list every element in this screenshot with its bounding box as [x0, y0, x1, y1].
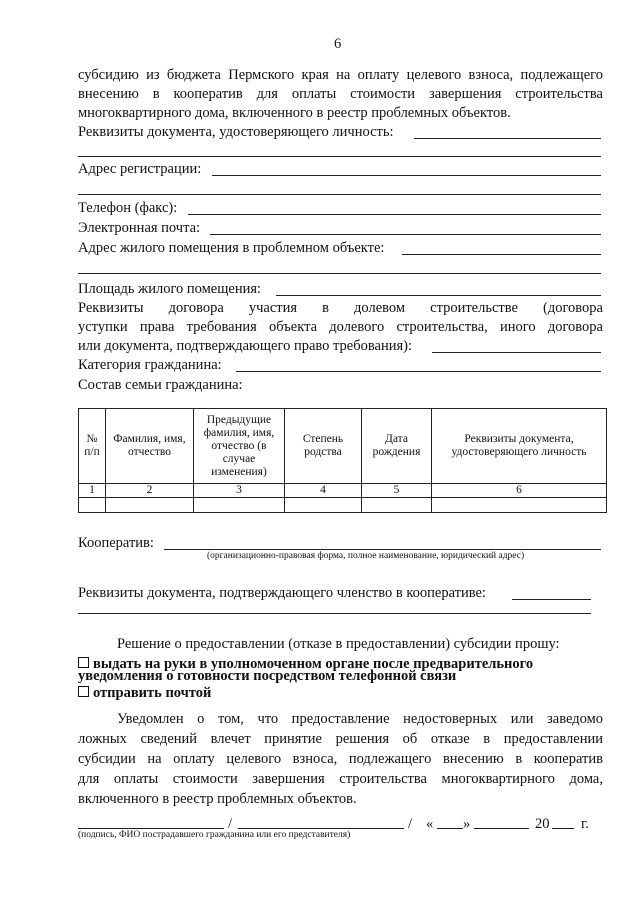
option-mail-label: отправить почтой [93, 685, 212, 701]
contract-line-2: уступки права требования объекта долевого строительства, иного договора [78, 319, 603, 335]
table-col-number: 2 [106, 484, 194, 498]
date-open-quote: « [426, 816, 434, 832]
address-label: Адрес регистрации: [78, 161, 202, 177]
page-number: 6 [334, 36, 342, 52]
membership-field[interactable] [512, 599, 591, 600]
table-number-row [79, 484, 607, 498]
coop-label: Кооператив: [78, 535, 154, 551]
option-hand-delivery-label: выдать на руки в уполномоченном органе после предварительного [93, 656, 534, 672]
id-doc-field-2[interactable] [78, 156, 601, 157]
option-hand-delivery-label-2: уведомления о готовности посредством телефонной связи [78, 668, 457, 684]
intro-line-2: внесению в кооператив для оплаты стоимости завершения строительства [78, 86, 603, 102]
date-year-field[interactable] [552, 828, 574, 829]
table-cell[interactable] [285, 498, 362, 513]
table-cell[interactable] [79, 498, 106, 513]
table-header-previous-name: Предыдущие фамилия, имя, отчество (в случае изменения) [194, 409, 285, 484]
membership-field-2[interactable] [78, 613, 591, 614]
membership-label: Реквизиты документа, подтверждающего членство в кооперативе: [78, 585, 486, 601]
table-cell[interactable] [432, 498, 607, 513]
family-table [78, 408, 607, 513]
decision-intro: Решение о предоставлении (отказе в предоставлении) субсидии прошу: [117, 636, 560, 652]
table-cell[interactable] [106, 498, 194, 513]
email-field[interactable] [210, 234, 601, 235]
phone-label: Телефон (факс): [78, 200, 178, 216]
contract-line-3: или документа, подтверждающего право требования): [78, 338, 412, 354]
contract-line-1: Реквизиты договора участия в долевом строительстве (договора [78, 300, 603, 316]
address-field-2[interactable] [78, 194, 601, 195]
coop-field[interactable] [164, 549, 601, 550]
intro-line-1: субсидию из бюджета Пермского края на оплату целевого взноса, подлежащего [78, 67, 603, 83]
problem-address-field[interactable] [402, 254, 601, 255]
id-doc-field[interactable] [414, 138, 601, 139]
date-month-field[interactable] [474, 828, 529, 829]
date-day-field[interactable] [437, 828, 463, 829]
area-field[interactable] [276, 295, 601, 296]
table-cell[interactable] [194, 498, 285, 513]
table-col-number: 3 [194, 484, 285, 498]
date-year-prefix: 20 [535, 816, 550, 832]
checkbox-icon[interactable] [78, 686, 89, 697]
table-row [79, 498, 607, 513]
table-col-number: 1 [79, 484, 106, 498]
table-cell[interactable] [362, 498, 432, 513]
problem-address-field-2[interactable] [78, 273, 601, 274]
intro-line-3: многоквартирного дома, включенного в реестр проблемных объектов. [78, 105, 511, 121]
table-header-number: № п/п [79, 409, 106, 484]
address-field[interactable] [212, 175, 601, 176]
notice-line-1: Уведомлен о том, что предоставление недостоверных или заведомо [117, 711, 603, 727]
problem-address-label: Адрес жилого помещения в проблемном объекте: [78, 240, 385, 256]
table-col-number: 6 [432, 484, 607, 498]
id-doc-label: Реквизиты документа, удостоверяющего личность: [78, 124, 394, 140]
table-col-number: 4 [285, 484, 362, 498]
date-year-suffix: г. [581, 816, 589, 832]
date-close-quote: » [463, 816, 471, 832]
table-header-birthdate: Дата рождения [362, 409, 432, 484]
signature-name-field[interactable] [238, 828, 404, 829]
table-col-number: 5 [362, 484, 432, 498]
contract-field[interactable] [432, 352, 601, 353]
signature-slash-2: / [408, 816, 413, 832]
coop-hint: (организационно-правовая форма, полное наименование, юридический адрес) [207, 551, 525, 561]
notice-line-4: для оплаты стоимости завершения строительства многоквартирного дома, [78, 771, 603, 787]
table-header-document: Реквизиты документа, удостоверяющего личность [432, 409, 607, 484]
area-label: Площадь жилого помещения: [78, 281, 262, 297]
email-label: Электронная почта: [78, 220, 201, 236]
notice-line-5: включенного в реестр проблемных объектов. [78, 791, 357, 807]
option-mail[interactable] [78, 684, 211, 702]
table-header-name: Фамилия, имя, отчество [106, 409, 194, 484]
family-label: Состав семьи гражданина: [78, 377, 243, 393]
signature-slash: / [228, 816, 233, 832]
category-label: Категория гражданина: [78, 357, 222, 373]
signature-hint: (подпись, ФИО пострадавшего гражданина или его представителя) [78, 830, 351, 840]
category-field[interactable] [236, 371, 601, 372]
notice-line-2: ложных сведений влечет принятие решения об отказе в предоставлении [78, 731, 603, 747]
signature-field[interactable] [78, 828, 224, 829]
table-header-row [79, 409, 607, 484]
notice-line-3: субсидии на оплату целевого взноса, подлежащего внесению в кооператив [78, 751, 603, 767]
table-header-relation: Степень родства [285, 409, 362, 484]
phone-field[interactable] [188, 214, 601, 215]
